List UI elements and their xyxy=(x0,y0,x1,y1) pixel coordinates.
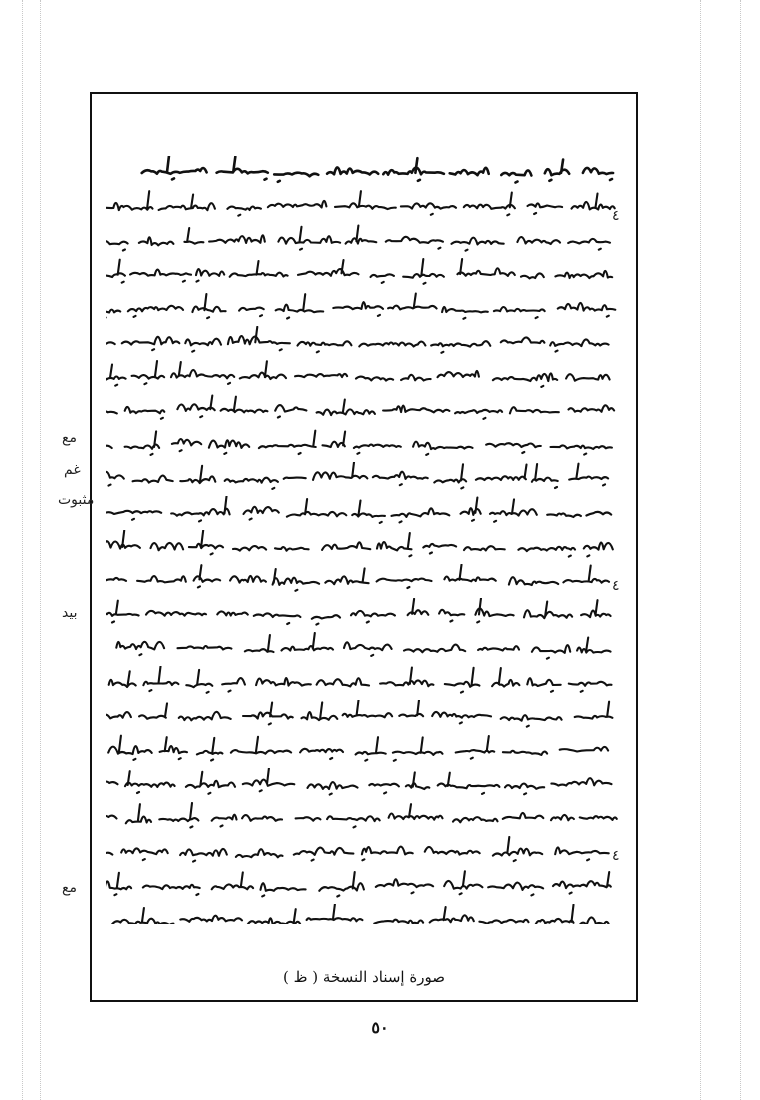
manuscript-line xyxy=(106,154,622,188)
handwriting-strokes xyxy=(106,768,622,798)
handwriting-strokes xyxy=(106,394,622,424)
handwriting-strokes xyxy=(106,292,622,322)
margin-mark: مثبوت xyxy=(58,492,95,508)
scan-artifact-line xyxy=(40,0,41,1100)
manuscript-line xyxy=(106,868,622,902)
handwriting-strokes xyxy=(106,734,622,764)
handwriting-strokes xyxy=(106,156,622,186)
margin-mark: ٤ xyxy=(612,208,620,224)
handwriting-strokes xyxy=(106,598,622,628)
handwriting-strokes xyxy=(106,666,622,696)
manuscript-line xyxy=(106,698,622,732)
manuscript-line xyxy=(106,392,622,426)
manuscript-line xyxy=(106,664,622,698)
manuscript-line xyxy=(106,766,622,800)
scan-artifact-line xyxy=(740,0,741,1100)
manuscript-line xyxy=(106,902,622,924)
handwriting-strokes xyxy=(106,564,622,594)
manuscript-frame xyxy=(90,92,638,1002)
handwriting-strokes xyxy=(106,496,622,526)
handwriting-strokes xyxy=(106,326,622,356)
handwriting-strokes xyxy=(106,870,622,900)
margin-mark: مع xyxy=(62,430,77,446)
margin-mark: غم xyxy=(64,462,81,478)
handwriting-strokes xyxy=(106,904,622,924)
margin-mark: ٤ xyxy=(612,848,620,864)
page-number: ٥٠ xyxy=(371,1018,389,1037)
handwriting-strokes xyxy=(106,836,622,866)
manuscript-line xyxy=(106,494,622,528)
manuscript-line xyxy=(106,188,622,222)
manuscript-line xyxy=(106,460,622,494)
manuscript-line xyxy=(106,324,622,358)
manuscript-line xyxy=(106,426,622,460)
manuscript-line xyxy=(106,222,622,256)
manuscript-line xyxy=(106,834,622,868)
margin-mark: بيد xyxy=(62,605,78,621)
handwriting-strokes xyxy=(106,700,622,730)
manuscript-line xyxy=(106,358,622,392)
handwriting-strokes xyxy=(106,360,622,390)
manuscript-line xyxy=(106,596,622,630)
scan-artifact-line xyxy=(22,0,23,1100)
manuscript-line xyxy=(106,630,622,664)
manuscript-line xyxy=(106,256,622,290)
handwriting-strokes xyxy=(106,802,622,832)
manuscript-line xyxy=(106,732,622,766)
handwriting-strokes xyxy=(106,462,622,492)
handwriting-strokes xyxy=(106,224,622,254)
handwriting-strokes xyxy=(106,190,622,220)
handwriting-strokes xyxy=(106,428,622,458)
manuscript-line xyxy=(106,290,622,324)
margin-mark: ٤ xyxy=(612,578,620,594)
figure-caption: صورة إسناد النسخة ( ظ ) xyxy=(283,968,445,986)
handwriting-strokes xyxy=(106,258,622,288)
handwriting-strokes xyxy=(106,530,622,560)
manuscript-line xyxy=(106,562,622,596)
manuscript-image xyxy=(106,154,622,924)
manuscript-line xyxy=(106,800,622,834)
margin-mark: مع xyxy=(62,880,77,896)
scan-artifact-line xyxy=(700,0,701,1100)
manuscript-line xyxy=(106,528,622,562)
handwriting-strokes xyxy=(106,632,622,662)
